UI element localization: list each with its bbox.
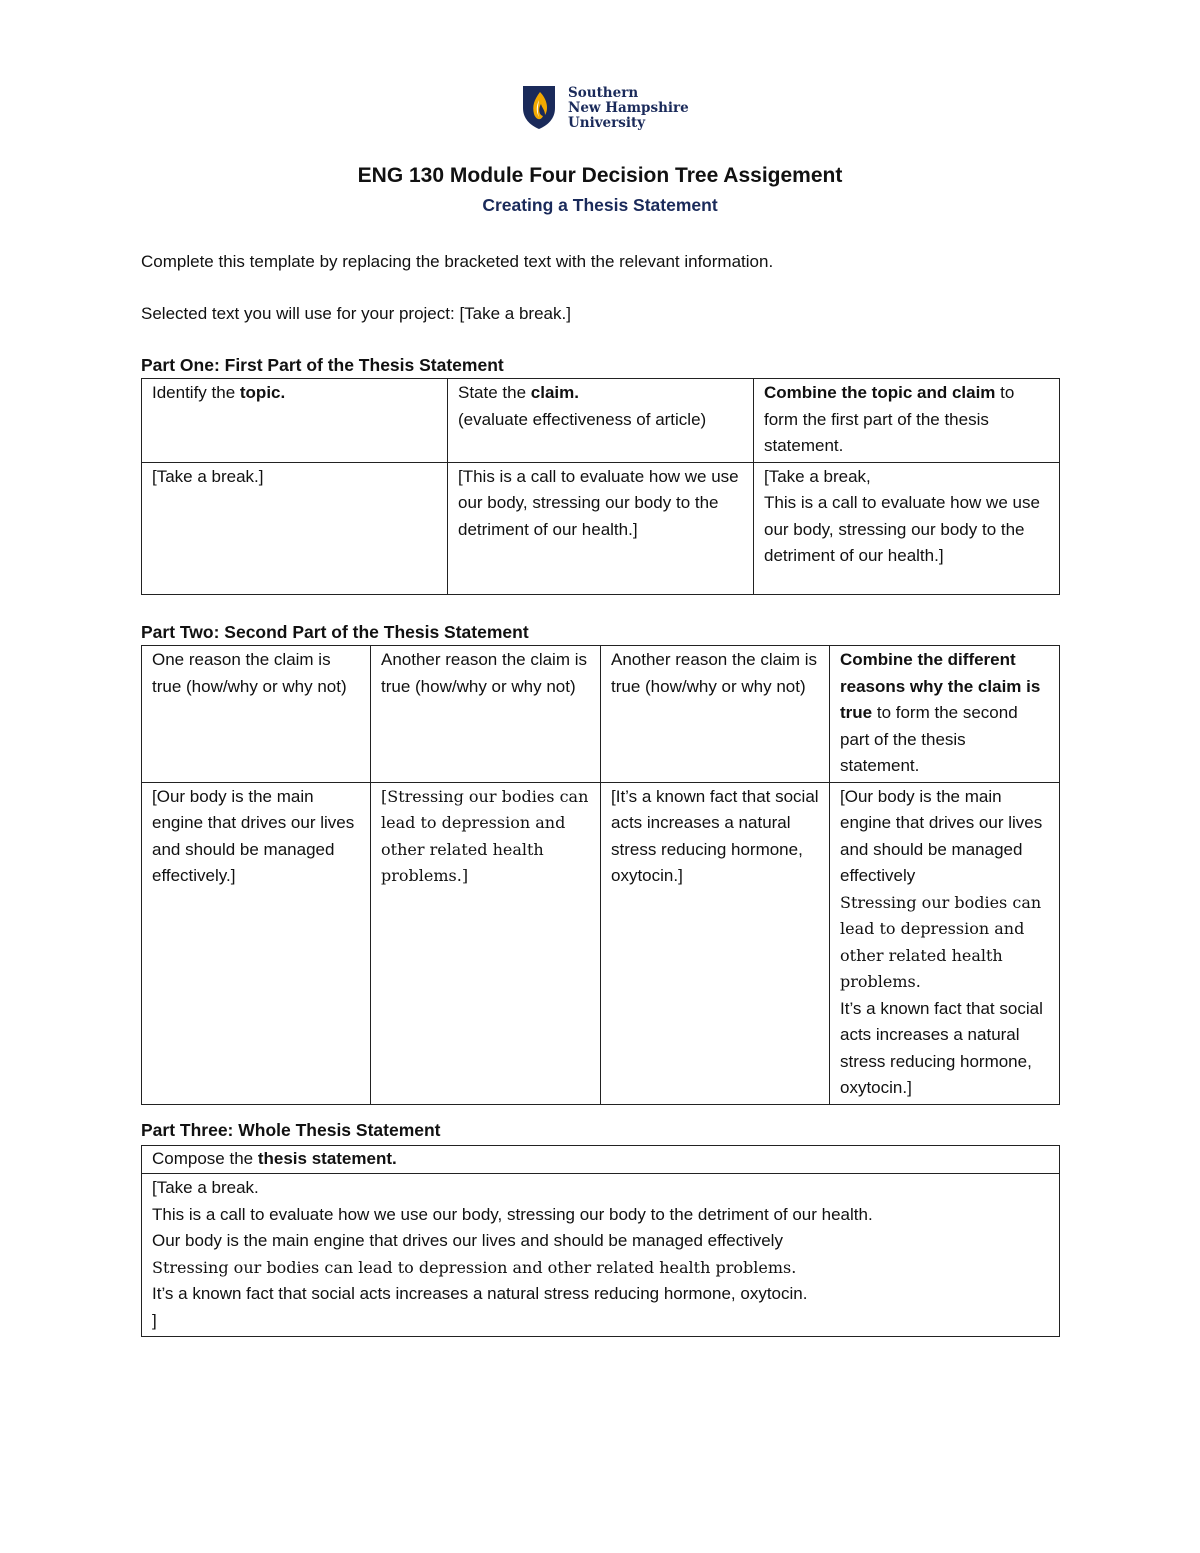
instructions-text: Complete this template by replacing the bracketed text with the relevant information. xyxy=(141,252,774,271)
table-header-row xyxy=(142,379,1060,463)
thesis-line: [Take a break. xyxy=(152,1178,259,1197)
document-subtitle: Creating a Thesis Statement xyxy=(482,195,718,215)
part-two-reason-1-cell: [Our body is the main engine that drives our lives and should be managed effectively.] xyxy=(142,782,371,1104)
part-three-header: Compose the thesis statement. xyxy=(142,1146,1060,1174)
part-one-heading: Part One: First Part of the Thesis Statement xyxy=(141,355,504,375)
part-one-topic-cell: [Take a break.] xyxy=(142,462,448,594)
selected-text-line xyxy=(141,304,571,324)
part-one-table xyxy=(141,378,1060,595)
part-two-table xyxy=(141,645,1060,1105)
part-one-header-claim: State the claim. (evaluate effectiveness of article) xyxy=(448,379,754,463)
logo-line-2: New Hampshire xyxy=(568,100,689,116)
part-one-claim-cell: [This is a call to evaluate how we use our body, stressing our body to the detriment of our health.] xyxy=(448,462,754,594)
part-two-heading: Part Two: Second Part of the Thesis Statement xyxy=(141,622,529,642)
part-three-table xyxy=(141,1145,1060,1337)
shield-flame-icon xyxy=(520,84,558,130)
part-one-header-topic: Identify the topic. xyxy=(142,379,448,463)
selected-text-value: [Take a break.] xyxy=(459,304,571,323)
thesis-line: Our body is the main engine that drives our lives and should be managed effectively xyxy=(152,1231,783,1250)
part-one-header-combine: Combine the topic and claim to form the first part of the thesis statement. xyxy=(754,379,1060,463)
table-header-row xyxy=(142,1146,1060,1174)
part-one-combined-cell: [Take a break, This is a call to evaluate how we use our body, stressing our body to the detriment of our health.] xyxy=(754,462,1060,594)
thesis-line: It’s a known fact that social acts increases a natural stress reducing hormone, oxytocin. xyxy=(152,1284,808,1303)
part-two-reason-3-cell: [It’s a known fact that social acts increases a natural stress reducing hormone, oxytocin.] xyxy=(601,782,830,1104)
university-logo xyxy=(520,84,689,131)
part-two-header-combine: Combine the different reasons why the claim is true to form the second part of the thesis statement. xyxy=(830,646,1060,783)
part-two-reason-2-cell: [Stressing our bodies can lead to depression and other related health problems.] xyxy=(371,782,601,1104)
document-title: ENG 130 Module Four Decision Tree Assigement xyxy=(357,164,843,187)
table-row xyxy=(142,462,1060,594)
selected-text-label: Selected text you will use for your project: xyxy=(141,304,455,323)
part-three-heading: Part Three: Whole Thesis Statement xyxy=(141,1120,441,1140)
table-header-row xyxy=(142,646,1060,783)
logo-line-3: University xyxy=(568,115,646,131)
thesis-line: This is a call to evaluate how we use our body, stressing our body to the detriment of our health. xyxy=(152,1204,873,1224)
part-two-header-reason-1: One reason the claim is true (how/why or why not) xyxy=(142,646,371,783)
thesis-line: ] xyxy=(152,1310,157,1330)
thesis-statement-cell xyxy=(142,1174,1060,1337)
logo-line-1: Southern xyxy=(568,85,639,101)
part-two-header-reason-3: Another reason the claim is true (how/why or why not) xyxy=(601,646,830,783)
part-two-header-reason-2: Another reason the claim is true (how/why or why not) xyxy=(371,646,601,783)
part-two-combined-cell: [Our body is the main engine that drives our lives and should be managed effectively Stressing our bodies can lead to depression and other related health problems. It’s a known fact that social acts increases a natural stress reducing hormone, oxytocin.] xyxy=(830,782,1060,1104)
table-row xyxy=(142,1174,1060,1337)
table-row xyxy=(142,782,1060,1104)
thesis-line: Stressing our bodies can lead to depression and other related health problems. xyxy=(152,1257,797,1277)
